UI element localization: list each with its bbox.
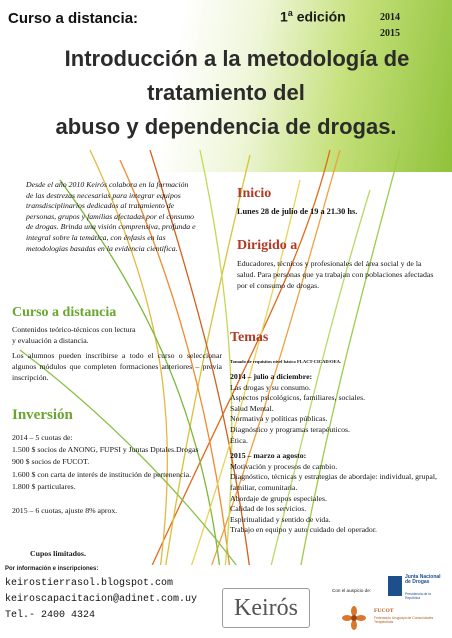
temas-2014-item: Aspectos psicológicos, familiares, sociales. [230, 393, 366, 403]
temas-body [230, 372, 445, 536]
temas-2014-heading: 2014 – julio a diciembre: [230, 372, 313, 381]
inversion-body [12, 432, 222, 517]
fucot-name: FUCOT [374, 608, 394, 614]
temas-2014-item: Las drogas y su consumo. [230, 382, 311, 392]
temas-note: Tomado de requisitos nivel básico FLACT-CICAD/OEA. [230, 359, 342, 364]
year-2015: 2015 [380, 28, 400, 39]
keiros-logo [222, 588, 310, 628]
curso-line-2: y evaluación a distancia. [12, 336, 89, 345]
curso-body [12, 324, 222, 387]
jnd-logo [388, 574, 446, 600]
curso-paragraph-2: Los alumnos pueden inscribirse a todo el curso o seleccionar algunos módulos que completen formaciones anteriores – previa inscripción. [12, 351, 222, 382]
dirigido-text: Educadores, técnicos y profesionales del área social y de la salud. Para personas que ya trabajan con poblaciones afectadas por el consumo de drogas. [237, 259, 434, 290]
dirigido-heading: Dirigido a [237, 238, 298, 253]
temas-2015-item: Motivación y procesos de cambio. [230, 461, 338, 471]
inversion-heading: Inversión [12, 407, 73, 423]
inversion-2015-line: 2015 – 6 cuotas, ajuste 8% aprox. [12, 506, 118, 516]
temas-2015-item: Calidad de los servicios. [230, 504, 307, 514]
fucot-logo [342, 606, 448, 632]
auspicio-label: Con el auspicio de: [332, 588, 372, 593]
edition-number: 1 [280, 8, 288, 25]
contact-label: Por información e inscripciones: [5, 566, 99, 572]
temas-2015-item: Trabajo en equipo y auto cuidado del operador. [230, 525, 377, 535]
intro-paragraph: Desde el año 2010 Keirós colabora en la formación de las destrezas necesarias para integrar equipos transdisciplinarios dedicados al tratamiento de personas, grupos y familias afectadas por el consumo de drogas. Brinda una visión comprensiva, profunda e integral sobre la temática, con énfasis en las metodologías basadas en la evidencia científica. [26, 180, 196, 253]
temas-2015-item: Abordaje de grupos especiales. [230, 493, 327, 503]
course-type-label: Curso a distancia: [8, 10, 139, 27]
jnd-subtitle: Presidencia de la República [405, 592, 432, 600]
fucot-flower-icon [342, 606, 366, 630]
year-2014: 2014 [380, 12, 400, 23]
title-line-3: abuso y dependencia de drogas. [55, 114, 397, 139]
inversion-line: 2014 – 5 cuotas de: [12, 433, 73, 442]
inicio-heading: Inicio [237, 186, 272, 201]
keiros-logo-text: Keirós [234, 594, 298, 621]
curso-heading: Curso a distancia [12, 305, 117, 320]
edition-word: edición [296, 8, 346, 25]
edition-label [280, 8, 346, 25]
temas-2015-item: Espiritualidad y sentido de vida. [230, 514, 331, 524]
email-link[interactable]: keiroscapacitacion@adinet.com.uy [5, 594, 198, 605]
cupos-label: Cupos limitados. [30, 549, 86, 558]
inversion-line: 1.800 $ particulares. [12, 481, 76, 491]
temas-2014-item: Salud Mental. [230, 403, 274, 413]
jnd-badge-icon [388, 576, 402, 596]
course-title [0, 42, 452, 144]
temas-2015-heading: 2015 – marzo a agosto: [230, 451, 307, 461]
fucot-subtitle: Federación Uruguaya de Comunidades Terapéuticas [374, 616, 434, 624]
title-line-2: tratamiento del [147, 80, 305, 105]
phone-number: Tel.- 2400 4324 [5, 610, 96, 621]
curso-paragraph-1 [12, 324, 222, 346]
jnd-name: Junta Nacional de Drogas [405, 574, 441, 586]
temas-2014-item: Ética. [230, 435, 248, 445]
title-line-1: Introducción a la metodología de [64, 46, 410, 71]
temas-heading: Temas [230, 330, 269, 345]
header-banner [0, 0, 452, 172]
temas-2015-item: Diagnóstico, técnicas y estrategias de abordaje: individual, grupal, familiar, comunitaria. [230, 472, 437, 492]
edition-ordinal: a [287, 8, 293, 18]
blog-link[interactable]: keirostierrasol.blogspot.com [5, 578, 174, 589]
curso-line-1: Contenidos teórico-técnicos con lectura [12, 325, 136, 334]
temas-2014-item: Diagnóstico y programas terapéuticos. [230, 424, 350, 434]
inversion-line: 1.600 $ con carta de interés de institución de pertenencia. [12, 469, 192, 479]
inversion-line: 1.500 $ socios de ANONG, FUPSI y Juntas Dptales.Drogas [12, 445, 199, 455]
inversion-line: 900 $ socios de FUCOT. [12, 457, 90, 467]
inicio-date: Lunes 28 de julio de 19 a 21.30 hs. [237, 207, 358, 216]
temas-2014-item: Normativa y políticas públicas. [230, 414, 328, 424]
years-label [380, 10, 400, 42]
